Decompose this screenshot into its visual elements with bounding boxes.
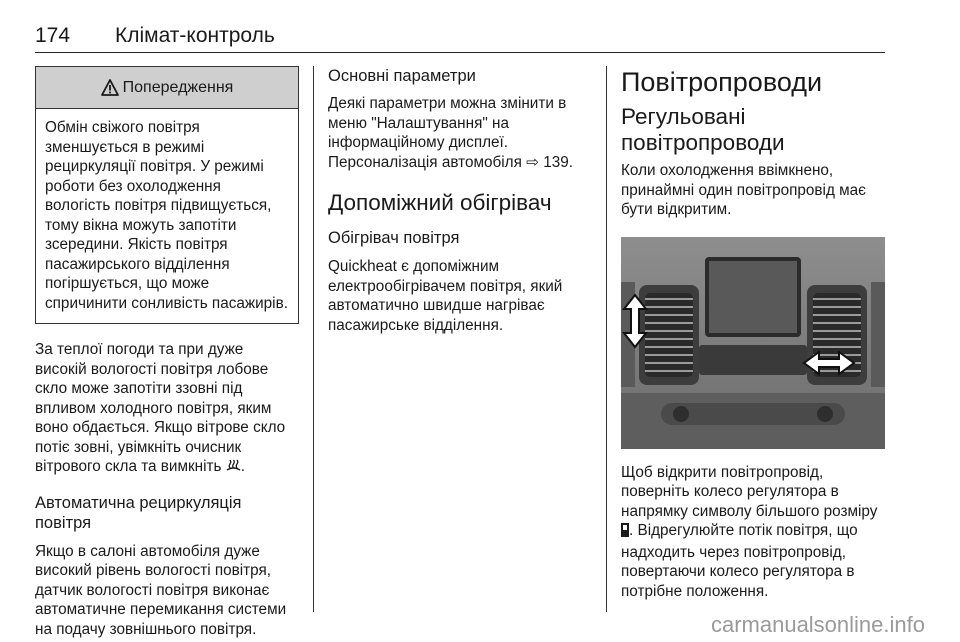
warning-triangle-icon bbox=[101, 79, 119, 96]
basic-settings-text: Деякі параметри можна змінити в меню "Налаштування" на інформаційному дисплеї. Персоналізація автомобіля ⇨ 139. bbox=[328, 95, 573, 171]
column-2 bbox=[328, 66, 593, 335]
warning-text: Обмін свіжого повітря зменшується в режимі рециркуляції повітря. У режимі роботи без охолодження вологість повітря підвищується, тому вікна можуть запотіти зсередини. Якість повітря пасажирського відділення погіршується, що може спричинити сонливість пасажирів. bbox=[45, 119, 288, 312]
aux-heater-heading: Допоміжний обігрівач bbox=[328, 190, 552, 215]
dashboard-illustration bbox=[621, 237, 885, 449]
section-title: Клімат-контроль bbox=[115, 24, 275, 47]
page-reference-arrow-icon: ⇨ bbox=[526, 153, 539, 171]
fogging-text: За теплої погоди та при дуже високій вологості повітря лобове скло може запотіти ззовні під впливом холодного повітря, яким воно обдається. Якщо вітрове скло потіє зовні, увімкніть очисник вітрового скла та вимкніть bbox=[35, 341, 286, 475]
warning-title: Попередження bbox=[122, 78, 234, 96]
adjustable-vents-heading: Регульовані повітропроводи bbox=[621, 104, 785, 155]
page-reference-link[interactable]: 139. bbox=[543, 153, 573, 171]
auto-recirculation-heading: Автоматична рециркуляція повітря bbox=[35, 493, 242, 532]
vents-adjust-text: Щоб відкрити повітропровід, поверніть колесо регулятора в напрямку символу більшого розміру . Відрегулюйте потік повітря, що надходить через повітропровід, повертаючи колесо регулятора в потрібне положення. bbox=[621, 463, 878, 600]
page-header bbox=[35, 22, 885, 53]
dashboard-vents-photo bbox=[621, 237, 885, 449]
auto-recirculation-text: Якщо в салоні автомобіля дуже високий рівень вологості повітря, датчик вологості повітря виконає автоматичне перемикання системи на подачу зовнішнього повітря. bbox=[35, 542, 287, 638]
windscreen-defog-icon bbox=[226, 459, 241, 479]
page-number: 174 bbox=[35, 24, 71, 47]
basic-settings-heading: Основні параметри bbox=[328, 67, 476, 85]
air-heater-text: Quickheat є допоміжним електрообігрівачем повітря, який автоматично швидше нагріває пасажирське відділення. bbox=[328, 258, 563, 334]
vents-open-text: Коли охолодження ввімкнено, принаймні один повітропровід має бути відкритим. bbox=[621, 162, 866, 218]
warning-header bbox=[36, 67, 298, 109]
column-divider bbox=[313, 66, 314, 612]
column-1 bbox=[35, 66, 299, 639]
warning-box bbox=[35, 66, 299, 324]
vent-wheel-symbol-icon bbox=[621, 523, 629, 543]
column-3 bbox=[621, 66, 885, 601]
air-heater-heading: Обігрівач повітря bbox=[328, 229, 460, 247]
fogging-paragraph: За теплої погоди та при дуже високій вологості повітря лобове скло може запотіти ззовні під впливом холодного повітря, яким воно обдається. Якщо вітрове скло потіє зовні, увімкніть очисник вітрового скла та вимкніть . bbox=[35, 340, 299, 479]
air-vents-heading: Повітропроводи bbox=[621, 67, 823, 97]
column-divider bbox=[606, 66, 607, 612]
watermark: carmanualsonline.info bbox=[710, 612, 925, 637]
